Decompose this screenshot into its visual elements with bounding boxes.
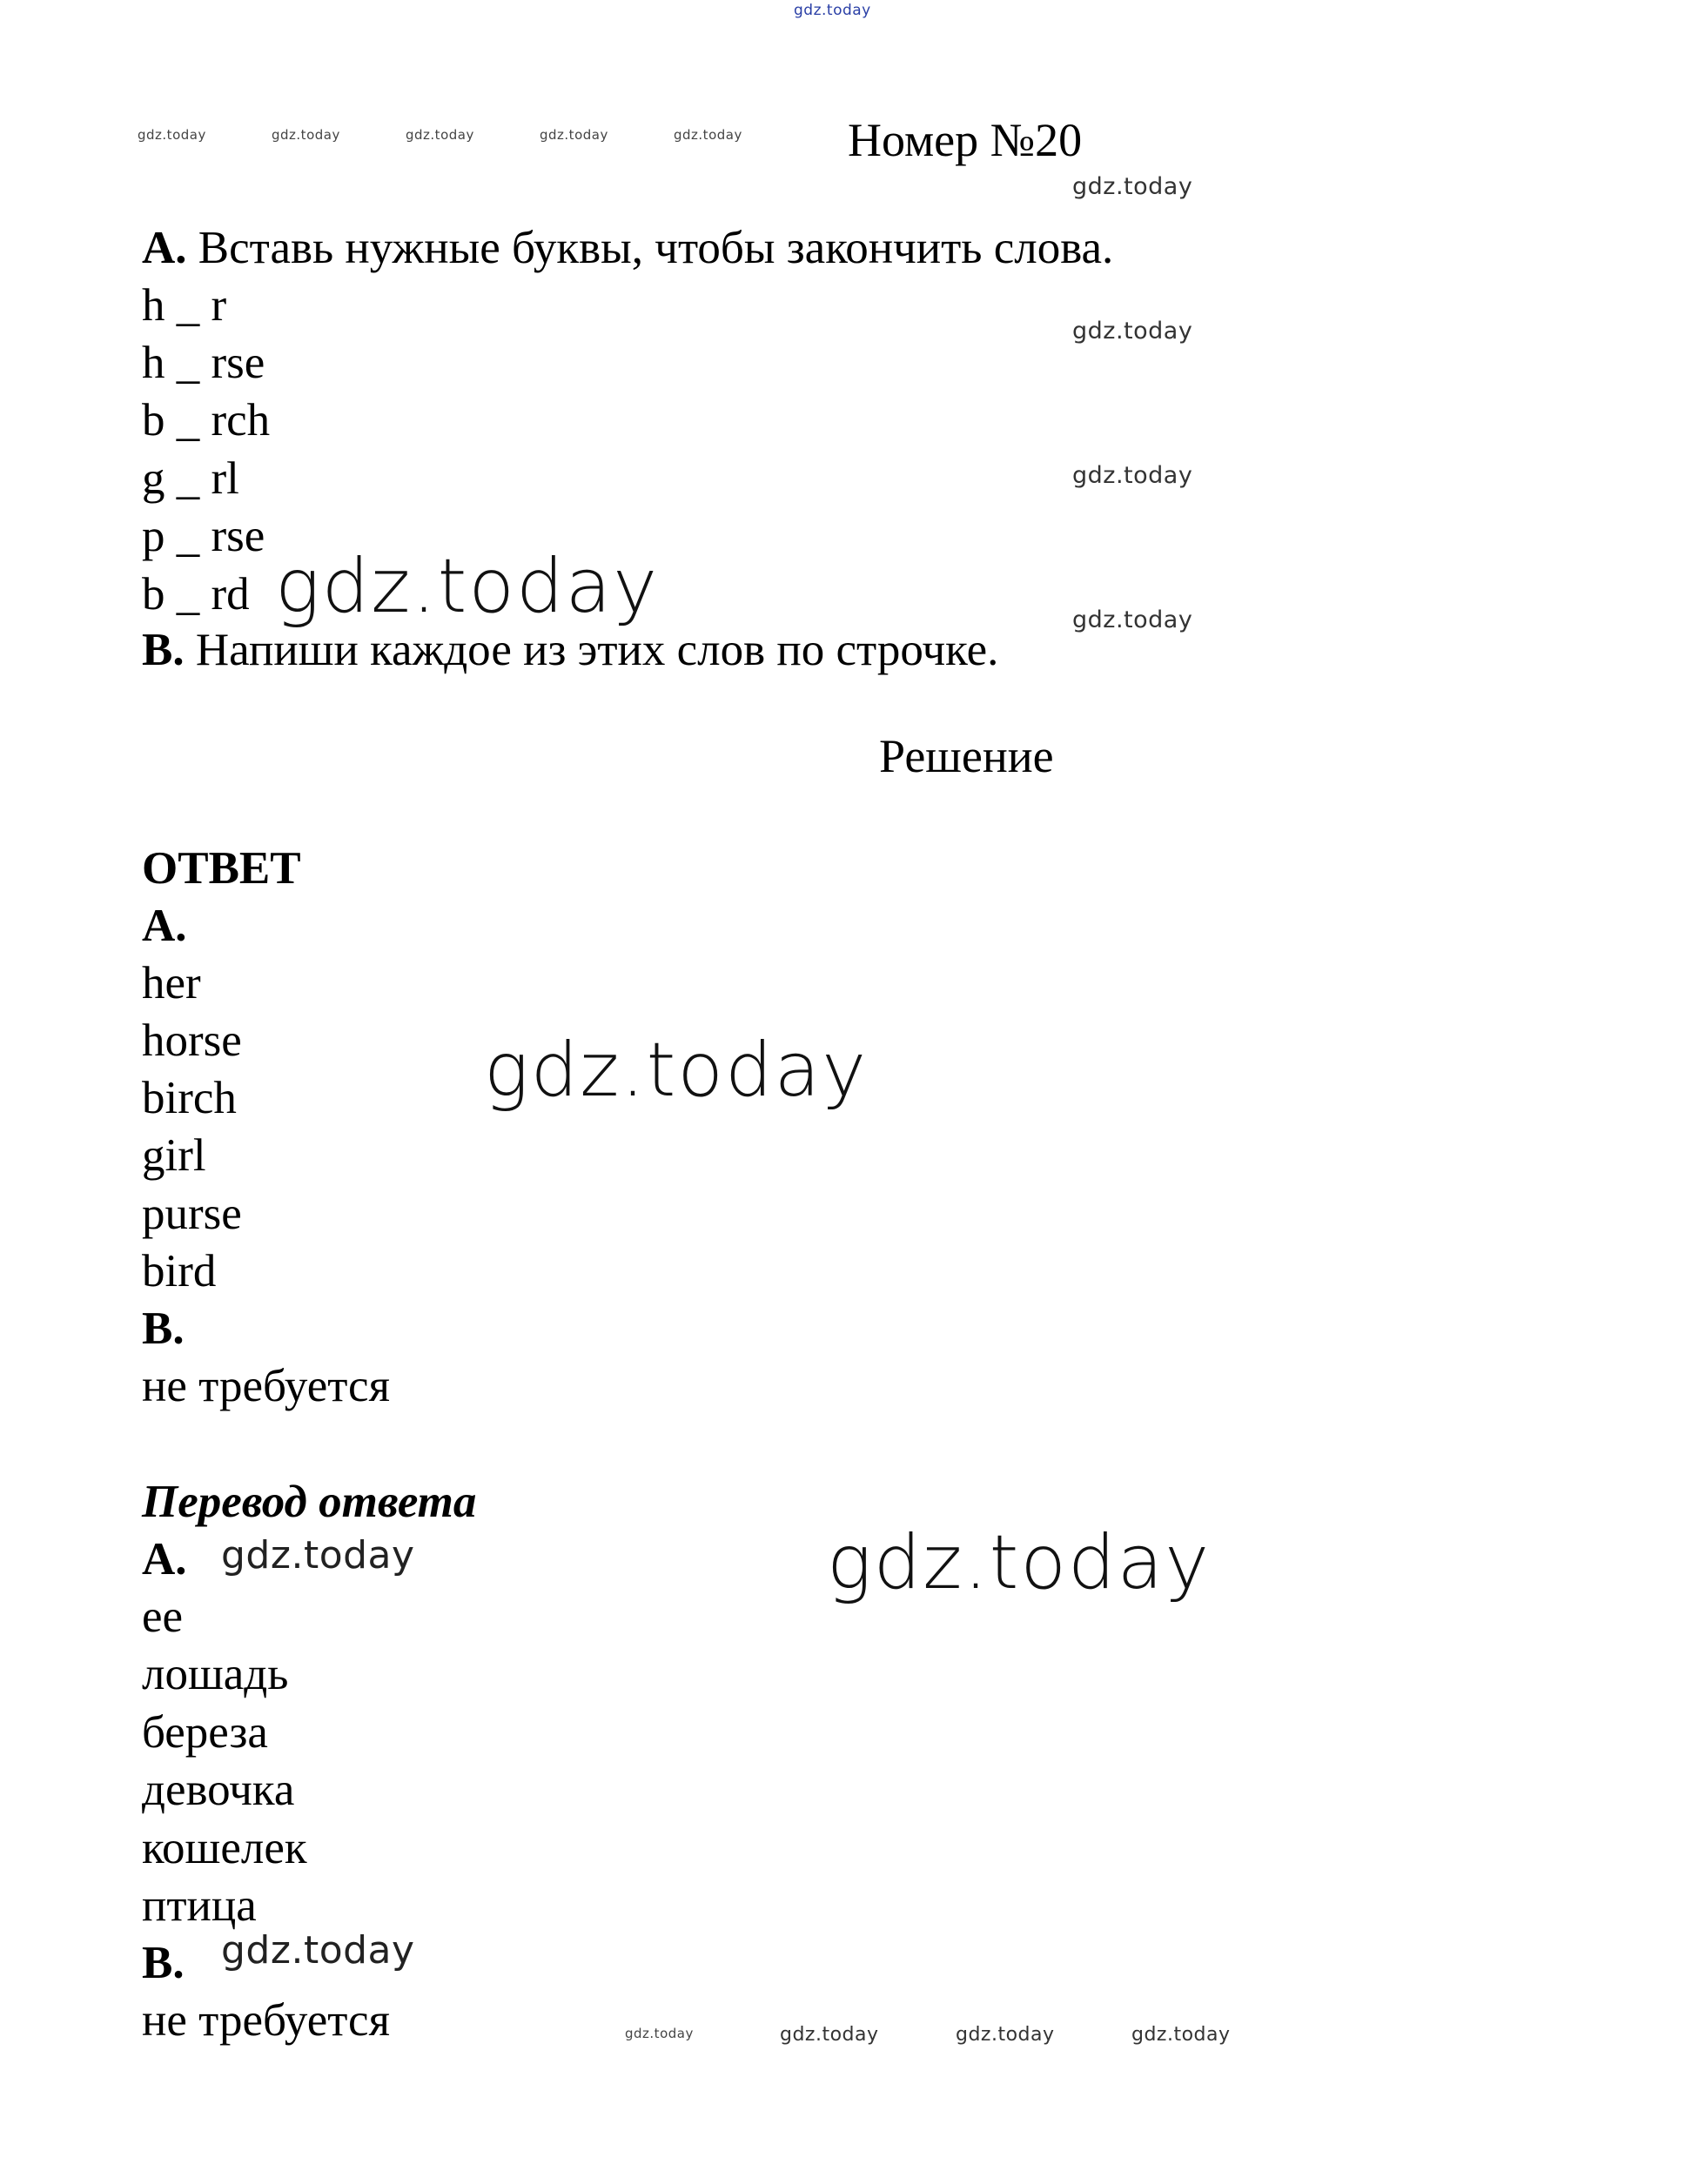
watermark-footer-2: gdz.today: [780, 2024, 879, 2046]
answer-word-3: birch: [142, 1073, 237, 1123]
task-a-text: Вставь нужные буквы, чтобы закончить слова.: [198, 223, 1114, 273]
watermark-header-3: gdz.today: [406, 127, 474, 143]
watermark-header-4: gdz.today: [540, 127, 608, 143]
translation-word-6: птица: [142, 1880, 257, 1931]
solution-heading: Решение: [879, 730, 1054, 782]
task-word-3: b _ rch: [142, 395, 271, 446]
answer-word-1: her: [142, 958, 201, 1008]
watermark-large-3: gdz.today: [827, 1519, 1212, 1606]
watermark-footer-1: gdz.today: [625, 2026, 694, 2041]
watermark-right-2: gdz.today: [1072, 318, 1193, 345]
answer-b-text: не требуется: [142, 1361, 390, 1411]
task-word-1: h _ r: [142, 280, 227, 331]
translation-word-2: лошадь: [142, 1649, 289, 1699]
answer-word-5: purse: [142, 1189, 242, 1239]
answer-word-6: bird: [142, 1246, 217, 1296]
task-word-6: b _ rd: [142, 569, 250, 620]
translation-b-label: В.: [142, 1938, 185, 1988]
watermark-right-1: gdz.today: [1072, 173, 1193, 200]
task-b-text: Напиши каждое из этих слов по строчке.: [195, 625, 999, 675]
task-b-line: [142, 621, 998, 679]
translation-word-1: ее: [142, 1591, 184, 1642]
task-b-label: В.: [142, 625, 185, 675]
watermark-large-1: gdz.today: [275, 543, 660, 630]
watermark-medium-1: gdz.today: [221, 1533, 415, 1578]
watermark-header-5: gdz.today: [674, 127, 742, 143]
task-word-2: h _ rse: [142, 338, 265, 388]
answer-word-2: horse: [142, 1015, 242, 1066]
answer-b-label: В.: [142, 1303, 185, 1354]
answer-word-4: girl: [142, 1130, 206, 1181]
task-a-line: [142, 219, 1113, 277]
translation-word-4: девочка: [142, 1765, 295, 1815]
translation-heading: Перевод ответа: [142, 1477, 477, 1527]
watermark-header-2: gdz.today: [272, 127, 340, 143]
task-word-5: p _ rse: [142, 511, 265, 561]
answer-a-label: А.: [142, 901, 187, 951]
watermark-right-3: gdz.today: [1072, 462, 1193, 489]
watermark-right-4: gdz.today: [1072, 606, 1193, 633]
translation-word-5: кошелек: [142, 1823, 307, 1873]
watermark-header-1: gdz.today: [138, 127, 206, 143]
task-word-4: g _ rl: [142, 453, 239, 504]
page-title: Номер №20: [848, 114, 1083, 166]
watermark-medium-2: gdz.today: [221, 1928, 415, 1973]
task-a-label: А.: [142, 223, 187, 273]
translation-a-label: А.: [142, 1534, 187, 1584]
answer-heading: ОТВЕТ: [142, 843, 301, 894]
translation-word-3: береза: [142, 1707, 268, 1758]
watermark-footer-4: gdz.today: [1131, 2024, 1231, 2046]
translation-b-text: не требуется: [142, 1995, 390, 2046]
watermark-footer-3: gdz.today: [956, 2024, 1055, 2046]
watermark-large-2: gdz.today: [484, 1027, 869, 1114]
watermark-top: gdz.today: [794, 2, 871, 19]
